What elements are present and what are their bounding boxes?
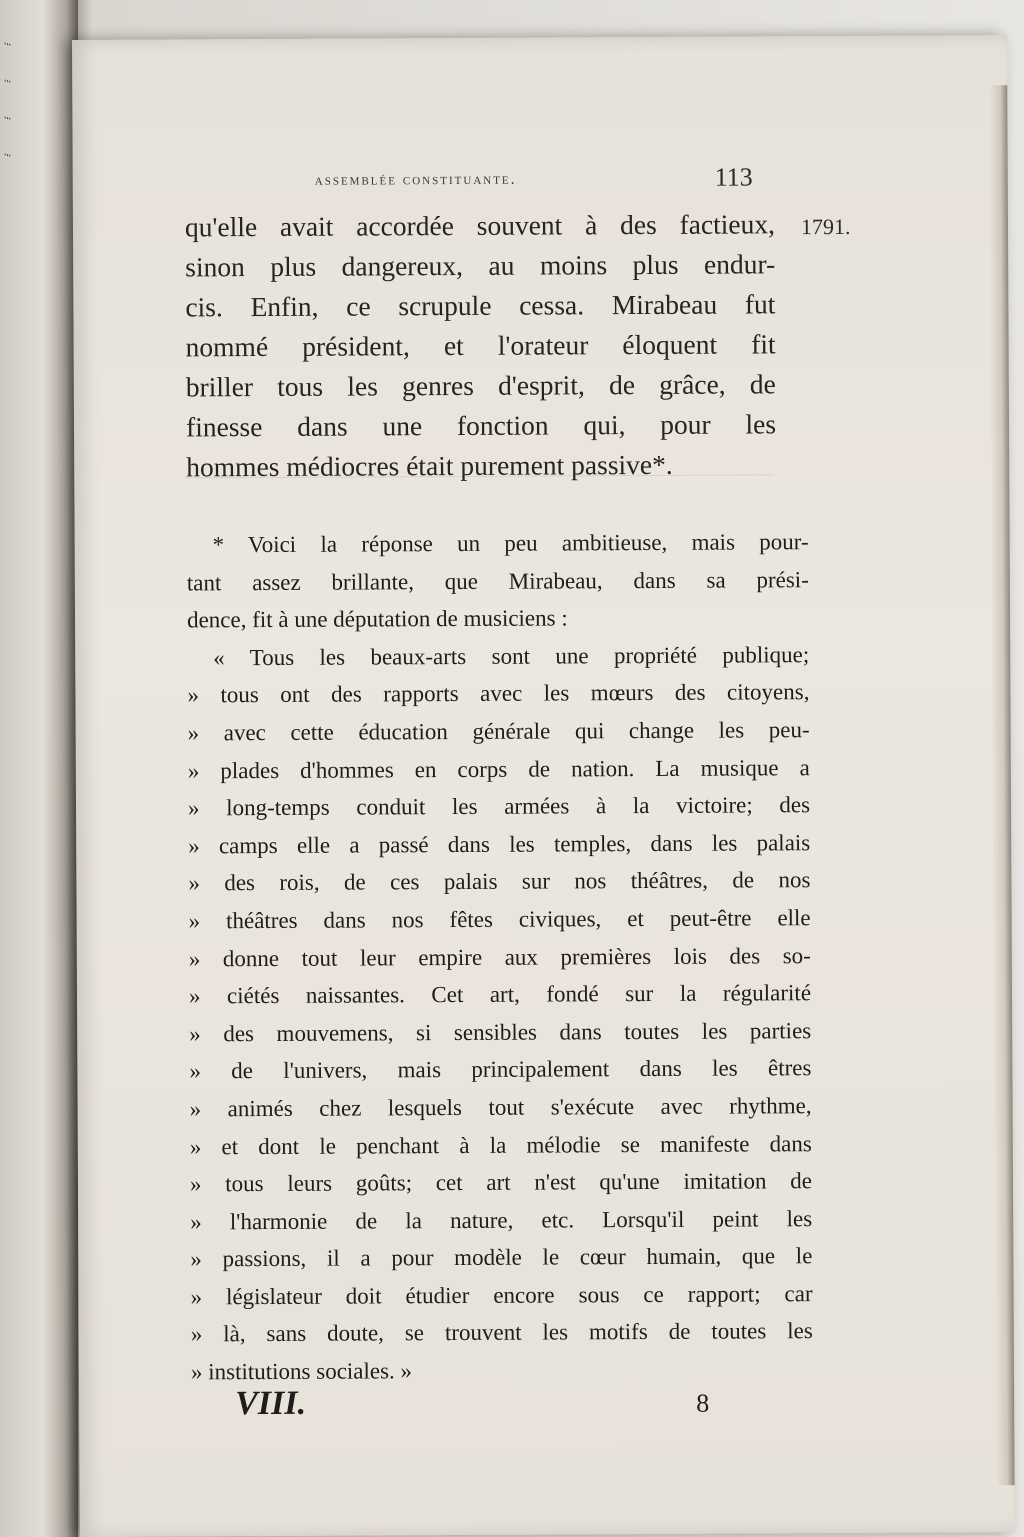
footnote-line: » long-temps conduit les armées à la victoire; des: [187, 792, 811, 821]
footnote-line: » là, sans doute, se trouvent les motifs de toutes les: [190, 1318, 813, 1347]
footnote-line: » des rois, de ces palais sur nos théâtres, de nos: [188, 867, 811, 896]
left-page-fragment: ...: [4, 140, 12, 161]
footnote-line: » tous ont des rapports avec les mœurs des citoyens,: [187, 679, 810, 708]
footnote-line: » de l'univers, mais principalement dans les êtres: [189, 1055, 812, 1084]
footnote-line: » institutions sociales. »: [190, 1358, 413, 1385]
right-page: [72, 35, 1015, 1537]
footnote-line: » théâtres dans nos fêtes civiques, et peut-être elle: [188, 905, 811, 934]
footnote-line: dence, fit à une députation de musiciens :: [186, 605, 568, 633]
footnote-line: » plades d'hommes en corps de nation. La musique a: [187, 754, 810, 783]
main-line: finesse dans une fonction qui, pour les: [185, 408, 777, 443]
footnote-line: » tous leurs goûts; cet art n'est qu'une imitation de: [189, 1168, 813, 1197]
main-line: hommes médiocres était purement passive*.: [186, 448, 673, 483]
footnote-line: * Voici la réponse un peu ambitieuse, mais pour-: [212, 529, 809, 558]
footnote-line: » ciétés naissantes. Cet art, fondé sur la régularité: [188, 980, 812, 1009]
main-text: [185, 204, 776, 487]
main-line: nommé président, et l'orateur éloquent fit: [185, 328, 776, 363]
left-page: [0, 0, 78, 1537]
footnote-line: tant assez brillante, que Mirabeau, dans sa prési-: [186, 566, 809, 595]
footnote-line: » législateur doit étudier encore sous ce rapport; car: [190, 1281, 813, 1310]
running-head: assemblée constituante.: [314, 170, 517, 189]
left-page-fragment: ...: [4, 29, 12, 50]
margin-year: 1791.: [800, 213, 851, 240]
footnote-line: » animés chez lesquels tout s'exécute avec rhythme,: [189, 1093, 812, 1122]
main-line: qu'elle avait accordée souvent à des factieux,: [184, 208, 776, 243]
signature-mark: VIII.: [235, 1384, 307, 1423]
main-line: sinon plus dangereux, au moins plus endur-: [185, 248, 776, 283]
main-line: cis. Enfin, ce scrupule cessa. Mirabeau fut: [185, 288, 776, 323]
footnote-line: » et dont le penchant à la mélodie se manifeste dans: [189, 1130, 812, 1159]
footnote-line: » camps elle a passé dans les temples, dans les palais: [188, 829, 811, 859]
footnote-line: » avec cette éducation générale qui change les peu-: [187, 717, 810, 746]
footnote-line: » l'harmonie de la nature, etc. Lorsqu'il peint les: [190, 1205, 813, 1235]
signature-number: 8: [696, 1388, 710, 1418]
page-number: 113: [714, 162, 753, 192]
footnote-line: « Tous les beaux-arts sont une propriété publique;: [213, 641, 810, 671]
page-edge: [989, 85, 1014, 1485]
main-line: briller tous les genres d'esprit, de grâce, de: [185, 368, 776, 403]
left-page-fragment: ...: [4, 103, 12, 124]
footnote: [187, 523, 814, 1391]
footnote-line: » donne tout leur empire aux premières lois des so-: [188, 942, 811, 971]
footnote-line: » des mouvemens, si sensibles dans toutes les parties: [189, 1017, 812, 1047]
left-page-text: [4, 20, 40, 177]
left-page-fragment: ...: [4, 66, 12, 87]
footnote-line: » passions, il a pour modèle le cœur humain, que le: [190, 1243, 813, 1272]
